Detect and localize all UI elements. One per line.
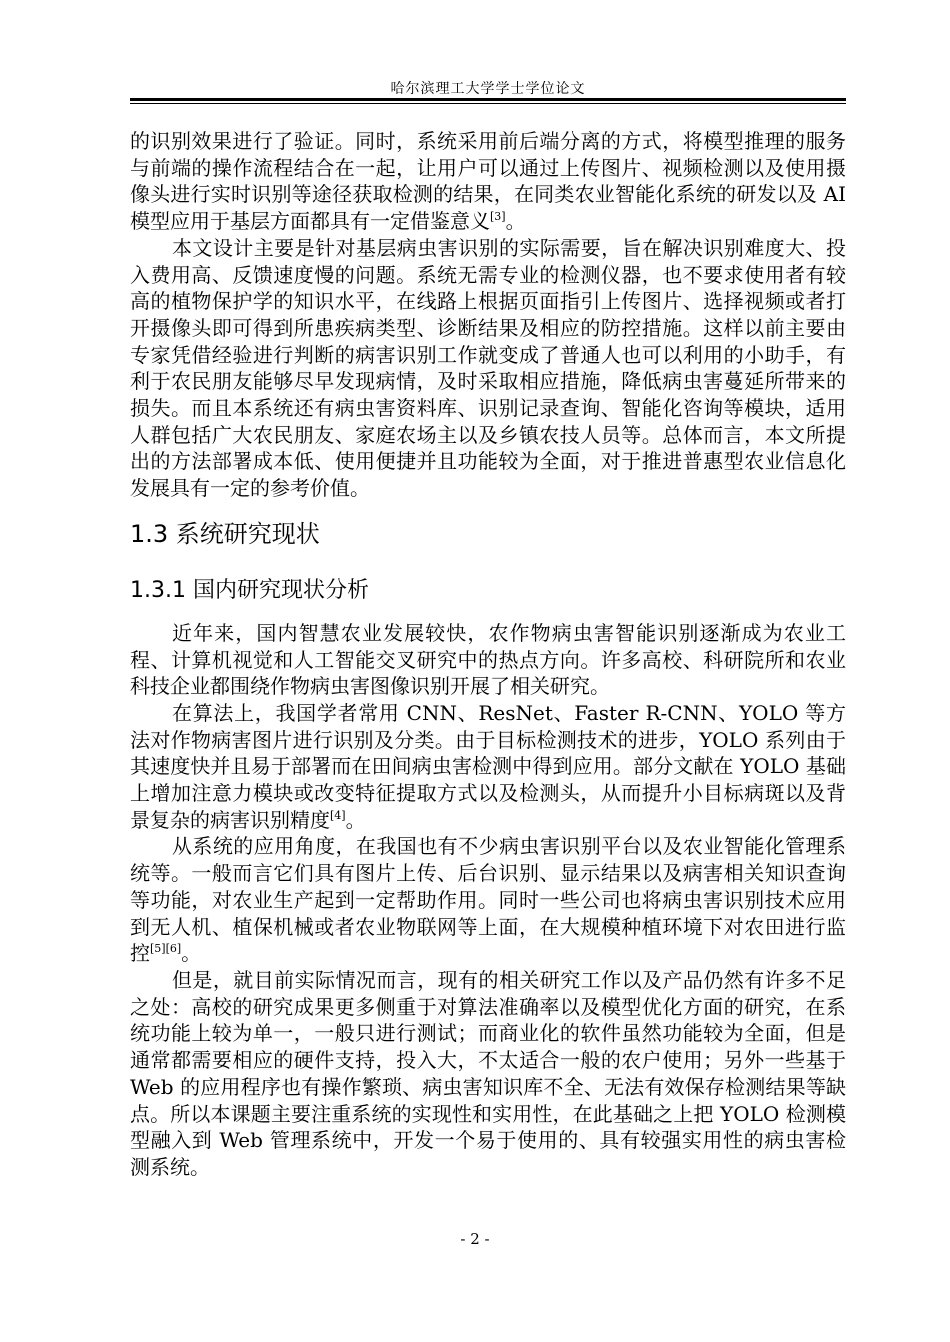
paragraph-text: 本文设计主要是针对基层病虫害识别的实际需要，旨在解决识别难度大、投入费用高、反馈速度慢的问题。系统无需专业的检测仪器，也不要求使用者有较高的植物保护学的知识水平，在线路上根据页面指引上传图片、选择视频或者打开摄像头即可得到所患疾病类型、诊断结果及相应的防控措施。这样以前主要由专家凭借经验进行判断的病害识别工作就变成了普通人也可以利用的小助手，有利于农民朋友能够尽早发现病情，及时采取相应措施，降低病虫害蔓延所带来的损失。而且本系统还有病虫害资料库、识别记录查询、智能化咨询等模块，适用人群包括广大农民朋友、家庭农场主以及乡镇农技人员等。总体而言，本文所提出的方法部署成本低、使用便捷并且功能较为全面，对于推进普惠型农业信息化发展具有一定的参考价值。 [130, 235, 846, 501]
paragraph-text: 在算法上，我国学者常用 CNN、ResNet、Faster R-CNN、YOLO 等方法对作物病害图片进行识别及分类。由于目标检测技术的进步，YOLO 系列由于其速度快并且易于部署而在田间病虫害检测中得到应用。部分文献在 YOLO 基础上增加注意力模块或改变特征提取方式以及检测头，从而提升小目标病斑以及背景复杂的病害识别精度 [130, 700, 846, 832]
paragraph [130, 620, 846, 700]
header-rule-thin [130, 103, 846, 104]
citation: [3] [490, 210, 506, 224]
running-header: 哈尔滨理工大学学士学位论文 [390, 81, 586, 97]
citation: [4] [330, 808, 346, 822]
paragraph-tail: 。 [345, 807, 366, 832]
paragraph [130, 967, 846, 1181]
paragraph-text: 从系统的应用角度，在我国也有不少病虫害识别平台以及农业智能化管理系统等。一般而言它们具有图片上传、后台识别、显示结果以及病害相关知识查询等功能，对农业生产起到一定帮助作用。同时一些公司也将病虫害识别技术应用到无人机、植保机械或者农业物联网等上面，在大规模种植环境下对农田进行监控 [130, 834, 846, 966]
paragraph-text: 近年来，国内智慧农业发展较快，农作物病虫害智能识别逐渐成为农业工程、计算机视觉和人工智能交叉研究中的热点方向。许多高校、科研院所和农业科技企业都围绕作物病虫害图像识别开展了相关研究。 [130, 620, 846, 699]
paragraph-text: 但是，就目前实际情况而言，现有的相关研究工作以及产品仍然有许多不足之处：高校的研究成果更多侧重于对算法准确率以及模型优化方面的研究，在系统功能上较为单一，一般只进行测试；而商业化的软件虽然功能较为全面，但是通常都需要相应的硬件支持，投入大，不太适合一般的农户使用；另外一些基于 Web 的应用程序也有操作繁琐、病虫害知识库不全、无法有效保存检测结果等缺点。所以本课题主要注重系统的实现性和实用性，在此基础之上把 YOLO 检测模型融入到 Web 管理系统中，开发一个易于使用的、具有较强实用性的病虫害检测系统。 [130, 967, 846, 1179]
paragraph [130, 700, 846, 834]
citation: [5][6] [150, 942, 182, 956]
paragraph-tail: 。 [505, 209, 526, 234]
page-number: - 2 - [460, 1230, 490, 1248]
paragraph-continued [130, 128, 846, 235]
section-heading: 1.3 系统研究现状 [130, 519, 320, 548]
paragraph-text: 的识别效果进行了验证。同时，系统采用前后端分离的方式，将模型推理的服务与前端的操作流程结合在一起，让用户可以通过上传图片、视频检测以及使用摄像头进行实时识别等途径获取检测的结果，在同类农业智能化系统的研发以及 AI 模型应用于基层方面都具有一定借鉴意义 [130, 129, 846, 234]
paragraph [130, 833, 846, 967]
body-text [130, 128, 846, 1181]
header-rule-thick [130, 98, 846, 101]
subsection-heading: 1.3.1 国内研究现状分析 [130, 577, 369, 603]
paragraph [130, 235, 846, 502]
paragraph-tail: 。 [181, 941, 202, 966]
